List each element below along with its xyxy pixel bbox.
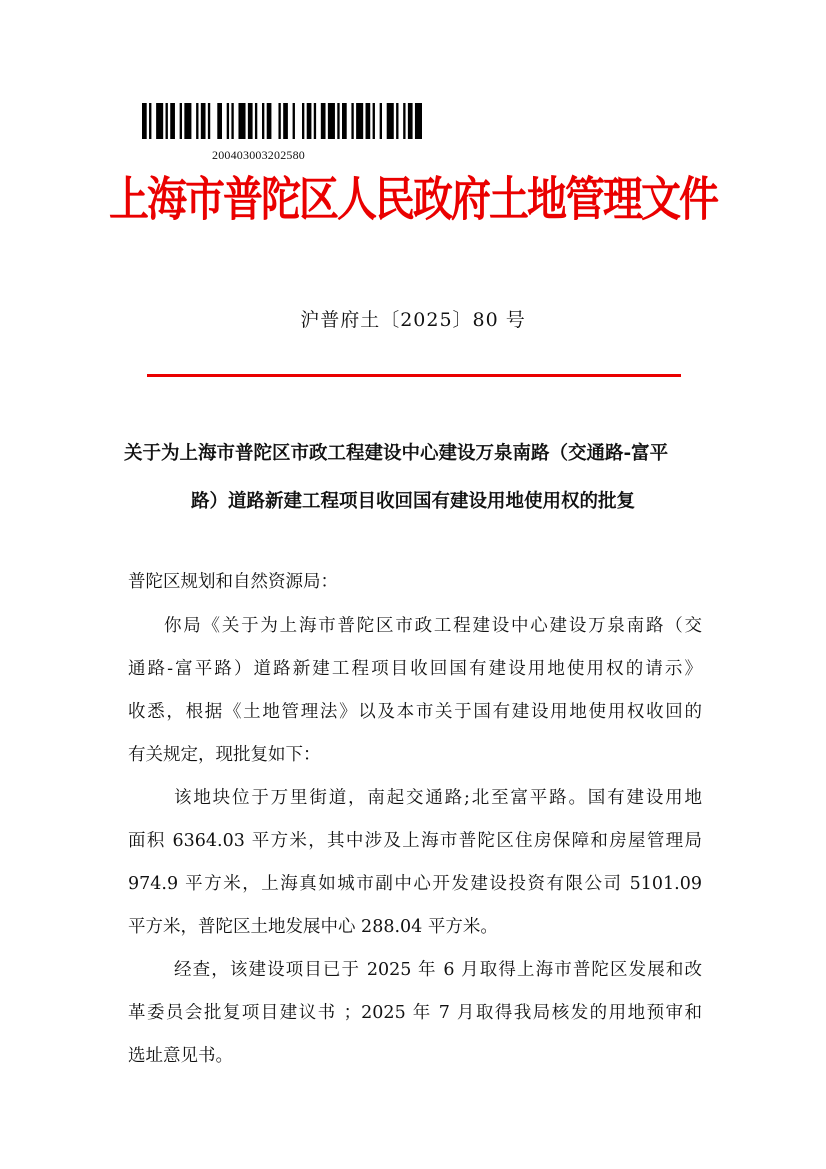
barcode-number: 200403003202580: [212, 148, 305, 162]
barcode-bar: [366, 103, 371, 139]
body-paragraph: [128, 949, 702, 1078]
barcode-bar: [156, 103, 163, 139]
barcode-bar: [231, 103, 233, 139]
red-separator-line: [147, 374, 681, 377]
barcode-bar: [170, 103, 175, 139]
barcode-bar: [227, 103, 229, 139]
paragraph-line: 通路-富平路）道路新建工程项目收回国有建设用地使用权的请示》: [128, 659, 702, 679]
paragraph-line: 有关规定，现批复如下：: [128, 745, 321, 765]
document-header-title: 上海市普陀区人民政府土地管理文件: [109, 171, 717, 228]
barcode-bar: [208, 103, 210, 139]
paragraph-line: 平方米，普陀区土地发展中心 288.04 平方米。: [128, 917, 498, 937]
paragraph-line: 经查，该建设项目已于 2025 年 6 月取得上海市普陀区发展和改: [174, 960, 702, 980]
document-number: 沪普府土〔2025〕80 号: [300, 309, 526, 331]
barcode-bar: [201, 103, 206, 139]
paragraph-line: 该地块位于万里街道，南起交通路;北至富平路。国有建设用地: [174, 788, 702, 808]
barcode-bar: [184, 103, 191, 139]
paragraph-line: 革委员会批复项目建议书 ；2025 年 7 月取得我局核发的用地预审和: [128, 1003, 702, 1023]
barcode-bar: [380, 103, 382, 139]
barcode-bar: [149, 103, 151, 139]
paragraph-line: 面积 6364.03 平方米，其中涉及上海市普陀区住房保障和房屋管理局: [128, 831, 702, 851]
barcode-bar: [180, 103, 182, 139]
barcode-bar: [337, 103, 339, 139]
barcode-bar: [321, 103, 326, 139]
barcode-bar: [342, 103, 347, 139]
addressee: [128, 561, 702, 604]
barcode-bar: [238, 103, 245, 139]
document-title: [124, 430, 702, 526]
barcode-bar: [248, 103, 253, 139]
paragraph-line: 选址意见书。: [128, 1046, 233, 1066]
paragraph-line: 你局《关于为上海市普陀区市政工程建设中心建设万泉南路（交: [164, 616, 702, 636]
barcode-bar: [387, 103, 394, 139]
barcode-bar: [314, 103, 316, 139]
barcode-bar: [196, 103, 198, 139]
barcode-bar: [307, 103, 312, 139]
body-paragraph: [128, 605, 702, 777]
barcode-bar: [217, 103, 222, 139]
body-paragraph: [128, 777, 702, 949]
paragraph-line: 收悉，根据《土地管理法》以及本市关于国有建设用地使用权收回的: [128, 702, 702, 722]
barcode: [142, 103, 422, 139]
barcode-bar: [283, 103, 288, 139]
barcode-bar: [373, 103, 375, 139]
barcode-bar: [293, 103, 295, 139]
barcode-bar: [403, 103, 405, 139]
barcode-bar: [262, 103, 264, 139]
addressee-text: 普陀区规划和自然资源局：: [128, 572, 338, 592]
barcode-bar: [351, 103, 353, 139]
barcode-bar: [142, 103, 147, 139]
barcode-bar: [396, 103, 398, 139]
title-line: 关于为上海市普陀区市政工程建设中心建设万泉南路（交通路-富平: [124, 443, 669, 464]
title-line: 路）道路新建工程项目收回国有建设用地使用权的批复: [190, 491, 635, 512]
barcode-bar: [415, 103, 422, 139]
barcode-bar: [278, 103, 280, 139]
barcode-bar: [255, 103, 257, 139]
barcode-bar: [267, 103, 272, 139]
barcode-bar: [408, 103, 413, 139]
paragraph-line: 974.9 平方米，上海真如城市副中心开发建设投资有限公司 5101.09: [128, 874, 702, 894]
barcode-bar: [328, 103, 335, 139]
barcode-bar: [356, 103, 363, 139]
barcode-bar: [166, 103, 168, 139]
barcode-bar: [302, 103, 304, 139]
